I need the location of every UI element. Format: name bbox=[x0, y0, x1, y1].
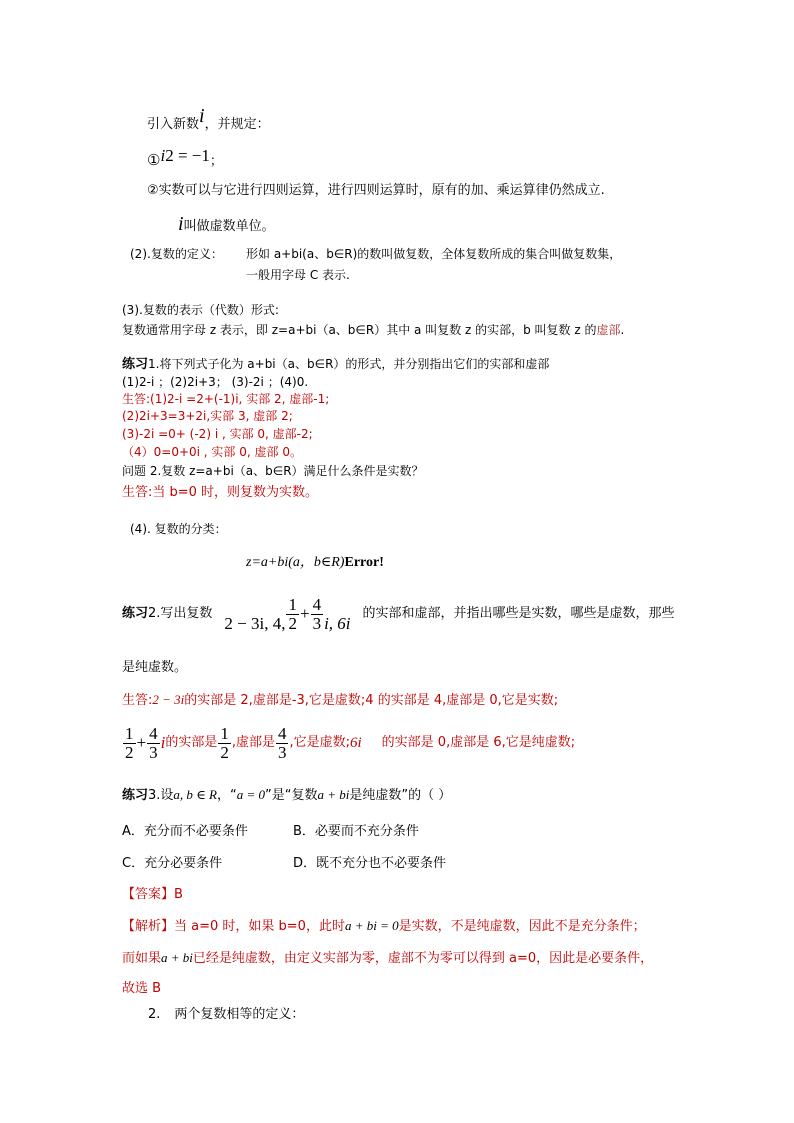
classification-error: Error! bbox=[344, 555, 384, 570]
answer-text: 的实部是 bbox=[165, 735, 218, 751]
answer-text: ,它是虚数; bbox=[289, 735, 350, 751]
exercise1-label: 练习 bbox=[122, 357, 149, 372]
exercise3-expr: a + bi bbox=[317, 787, 350, 802]
fraction-denominator: 3 bbox=[312, 613, 322, 633]
rule-2: ②实数可以与它进行四则运算，进行四则运算时，原有的加、乘运算律仍然成立. bbox=[147, 183, 605, 198]
exercise2-math-a: 2 − 3i, 4, bbox=[224, 613, 286, 633]
exercise2-tail2: 是纯虚数。 bbox=[122, 660, 188, 675]
rule1-tail: ； bbox=[209, 154, 223, 169]
exercise3-text: ”是“复数 bbox=[265, 788, 318, 803]
answer-text: 的实部是 2,虚部是-3,它是虚数;4 的实部是 4,虚部是 0,它是实数; bbox=[184, 693, 559, 708]
imaginary-unit: i bbox=[160, 732, 166, 752]
analysis-line-3: 故选 B bbox=[122, 981, 162, 996]
fraction-numerator: 4 bbox=[149, 723, 158, 743]
fraction-denominator: 3 bbox=[277, 742, 287, 762]
fraction-four-thirds bbox=[147, 725, 160, 762]
exercise1-title bbox=[122, 357, 549, 373]
analysis-text: 已经是纯虚数，由定义实部为零，虚部不为零可以得到 a=0，因此是必要条件， bbox=[192, 951, 654, 966]
analysis-tag: 【解析】 bbox=[122, 919, 175, 934]
fraction-four-thirds bbox=[276, 725, 289, 762]
exercise3-vars: a, b ∈ R bbox=[173, 787, 217, 802]
answer-math: 6i bbox=[350, 735, 362, 751]
exercise1-answer-2: (2)2i+3=3+2i,实部 3, 虚部 2; bbox=[122, 409, 293, 423]
answer-text: ,虚部是 bbox=[231, 735, 275, 751]
fraction-denominator: 2 bbox=[288, 613, 297, 633]
fraction-numerator: 1 bbox=[125, 723, 134, 743]
exercise3-text: ，“ bbox=[217, 788, 237, 803]
analysis-text: 是实数，不是纯虚数，因此不是充分条件； bbox=[398, 919, 646, 934]
answer-line bbox=[122, 887, 183, 903]
analysis-math: a + bi bbox=[161, 950, 193, 965]
exercise2-lead: 2.写出复数 bbox=[148, 606, 213, 622]
fraction-denominator: 2 bbox=[125, 742, 134, 762]
fraction-numerator: 1 bbox=[220, 723, 229, 743]
answer-text: 的实部是 0,虚部是 6,它是纯虚数; bbox=[381, 735, 576, 751]
classification-formula bbox=[246, 555, 384, 572]
representation-end: . bbox=[620, 323, 625, 337]
next-section-text: 两个复数相等的定义： bbox=[174, 1007, 305, 1022]
exercise2-math-b: i, 6i bbox=[324, 613, 351, 633]
analysis-line-2 bbox=[122, 950, 653, 967]
exercise1-answer-3: (3)-2i =0+ (-2) i , 实部 0, 虚部-2; bbox=[122, 427, 313, 441]
exercise3-cond: a = 0 bbox=[236, 787, 266, 802]
classification-heading: (4). 复数的分类： bbox=[130, 522, 227, 536]
representation-heading: (3).复数的表示（代数）形式: bbox=[122, 303, 279, 317]
rule1-math-i: i bbox=[160, 146, 166, 165]
intro-lead: 引入新数 bbox=[147, 117, 200, 132]
answer-tag: 【答案】 bbox=[122, 887, 175, 902]
answer-lead: 生答: bbox=[122, 693, 153, 708]
answer-math: 2 − 3i bbox=[152, 692, 185, 707]
unit-line bbox=[178, 212, 275, 236]
fraction-one-half bbox=[123, 725, 136, 762]
classification-formula-text: z=a+bi(a，b∈R) bbox=[246, 555, 345, 570]
plus-sign: + bbox=[136, 732, 147, 752]
exercise3-text: 是纯虚数”的（ ） bbox=[349, 788, 452, 803]
representation-text: 复数通常用字母 z 表示，即 z=a+bi（a、b∈R）其中 a 叫复数 z 的实部，b 叫复数 z 的 bbox=[122, 323, 597, 337]
unit-text: 叫做虚数单位。 bbox=[183, 219, 275, 234]
exercise2-answer-1 bbox=[122, 692, 558, 709]
rule-1 bbox=[147, 146, 223, 170]
next-section bbox=[148, 1007, 304, 1023]
analysis-line-1 bbox=[122, 918, 646, 935]
rule1-marker: ① bbox=[147, 151, 161, 169]
question2: 问题 2.复数 z=a+bi（a、b∈R）满足什么条件是实数？ bbox=[122, 464, 424, 478]
analysis-text: 当 a=0 时，如果 b=0，此时 bbox=[174, 919, 345, 934]
analysis-math: a + bi = 0 bbox=[344, 918, 399, 933]
exercise3-lead: 3.设 bbox=[148, 788, 174, 803]
analysis-text: 而如果 bbox=[122, 951, 162, 966]
exercise3-question bbox=[122, 787, 451, 804]
option-b: B．必要而不充分条件 bbox=[293, 824, 419, 839]
exercise2-line bbox=[122, 589, 675, 639]
exercise1-text: 1.将下列式子化为 a+bi（a、b∈R）的形式，并分别指出它们的实部和虚部 bbox=[148, 357, 550, 371]
fraction-denominator: 3 bbox=[149, 742, 158, 762]
definition-line1: 形如 a+bi(a、b∈R)的数叫做复数，全体复数所成的集合叫做复数集， bbox=[246, 247, 622, 261]
exercise1-answer-4: （4）0=0+0i , 实部 0, 虚部 0。 bbox=[122, 445, 302, 459]
rule1-math: 2 = −1 bbox=[165, 146, 210, 165]
exercise2-tail: 的实部和虚部，并指出哪些是实数，哪些是虚数，那些 bbox=[362, 606, 675, 622]
exercise1-answer-1: 生答:(1)2-i =2+(-1)i, 实部 2, 虚部-1; bbox=[122, 392, 330, 406]
fraction-one-half bbox=[286, 596, 299, 633]
imag-part-term: 虚部 bbox=[596, 323, 621, 337]
imaginary-symbol: i bbox=[199, 105, 205, 127]
fraction-numerator: 4 bbox=[312, 594, 322, 614]
intro-lead-tail: ，并规定： bbox=[204, 117, 270, 132]
definition-line2: 一般用字母 C 表示. bbox=[246, 268, 350, 282]
exercise2-answer-2 bbox=[122, 718, 575, 768]
unit-symbol: i bbox=[178, 213, 184, 235]
answer-value: B bbox=[174, 887, 183, 902]
option-a: A．充分而不必要条件 bbox=[122, 824, 248, 839]
next-section-number: 2. bbox=[148, 1007, 161, 1022]
fraction-numerator: 1 bbox=[288, 594, 297, 614]
question2-answer: 生答:当 b=0 时，则复数为实数。 bbox=[122, 485, 319, 500]
fraction-four-thirds bbox=[311, 596, 324, 633]
exercise3-label: 练习 bbox=[122, 788, 149, 803]
fraction-denominator: 2 bbox=[220, 742, 229, 762]
option-d: D．既不充分也不必要条件 bbox=[293, 856, 447, 871]
definition-heading: (2).复数的定义： bbox=[130, 247, 223, 261]
exercise2-label: 练习 bbox=[122, 606, 149, 622]
intro-line bbox=[147, 105, 270, 134]
plus-sign: + bbox=[299, 603, 310, 623]
fraction-numerator: 4 bbox=[277, 723, 287, 743]
exercise1-items: (1)2-i ；(2)2i+3； (3)-2i ；(4)0. bbox=[122, 375, 309, 389]
fraction-one-half bbox=[218, 725, 231, 762]
representation-line bbox=[122, 323, 624, 337]
option-c: C．充分必要条件 bbox=[122, 856, 223, 871]
